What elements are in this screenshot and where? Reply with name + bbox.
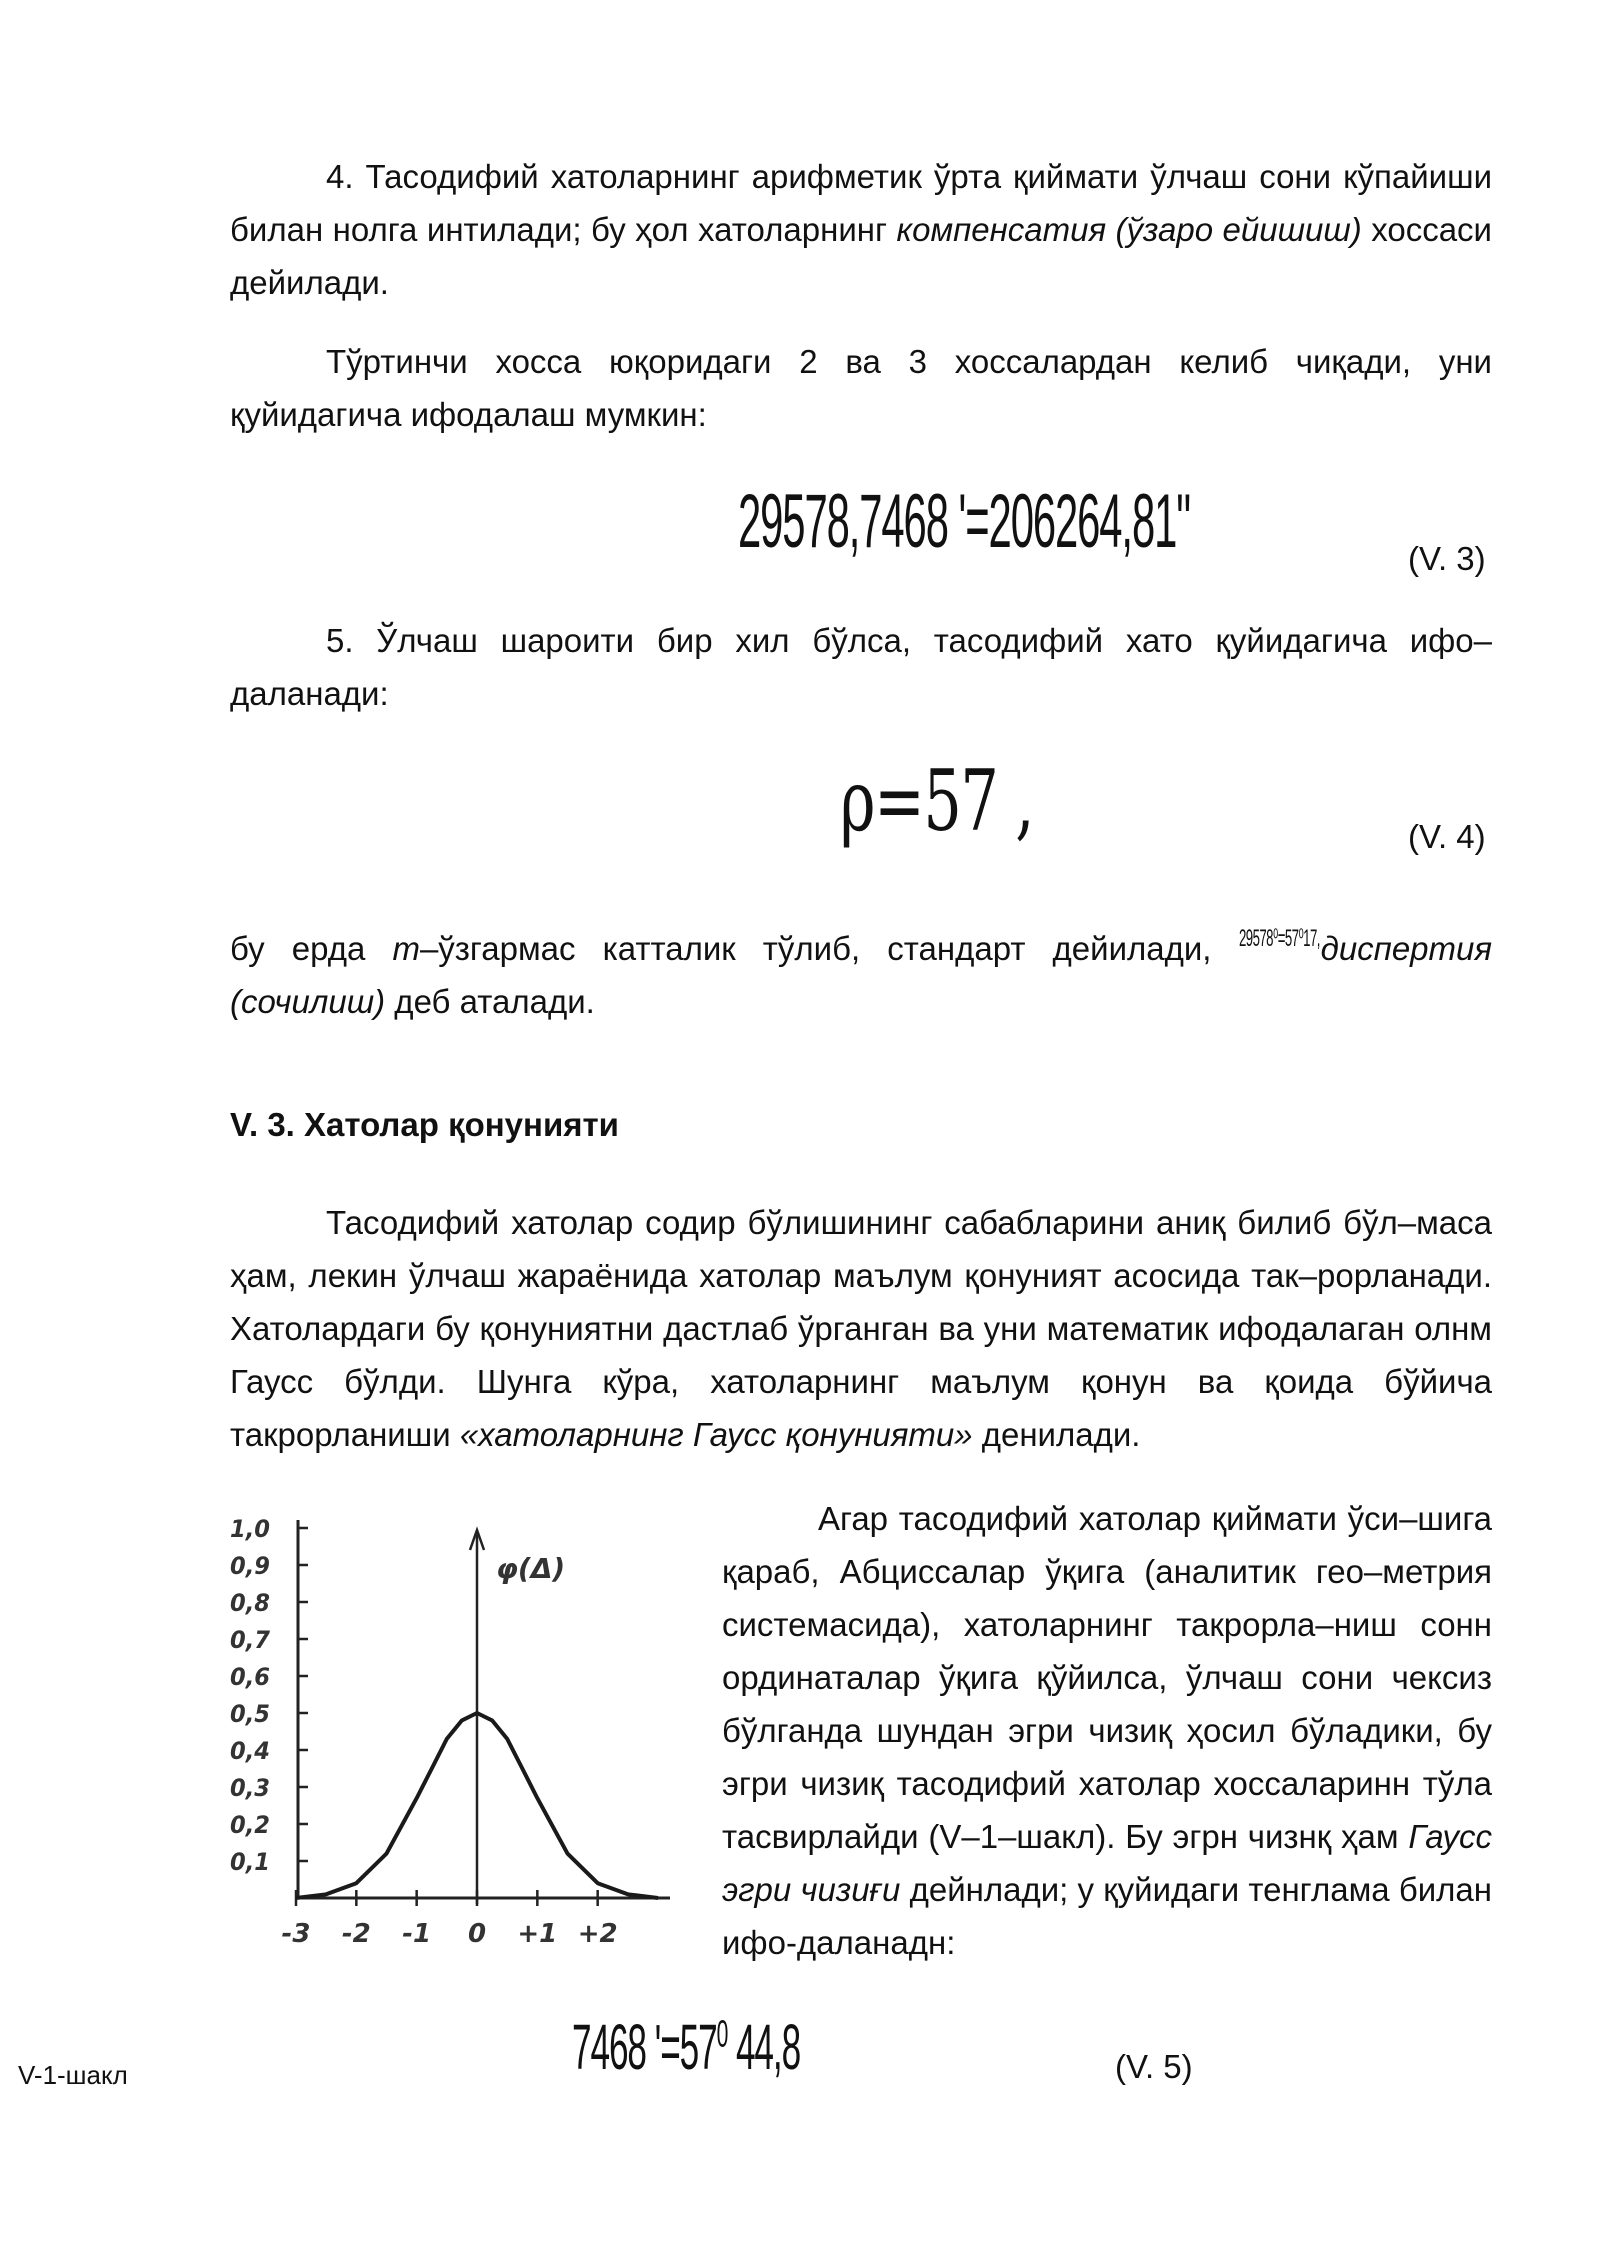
chart-y-ticks [230,1515,308,1876]
paragraph-6-text-a: Агар тасодифий хатолар қиймати ўси–шига қараб, Абциссалар ўқига (аналитик гео–метрия системасида), хатоларнинг такрорла–ниш сонн ординаталар ўқига қўйилса, ўлчаш сони чексиз бўлганда шундан эгри чизиқ ҳосил бўладики, бу эгри чизиқ тасодифий хатолар хоссаларинн тўла тасвирлайди (V–1–шакл). Бу эгрн чизнқ ҳам [722,1500,1492,1855]
y-tick-label: 0,9 [230,1552,270,1580]
equation-v3-number: (V. 3) [1408,540,1486,577]
x-tick-label: +1 [517,1919,558,1949]
y-tick-label: 1,0 [230,1515,270,1543]
y-tick-label: 0,3 [230,1774,270,1802]
gauss-curve-chart [228,1498,678,1978]
paragraph-1-text-a: 4. Тасодифий хатоларнинг арифметик ўрта қиймати ўлчаш сони кўпайиши билан нолга интилади; бу ҳол хатоларнинг [230,158,1492,248]
paragraph-4-italic-c: диспертия (сочилиш) [230,930,1493,1020]
figure-caption: V-1-шакл [18,2060,128,2090]
x-tick-label: -1 [402,1919,432,1949]
equation-v5-formula-b: 44,8 [727,2011,801,2083]
paragraph-4-inline-formula: 29578⁰=57⁰17, [1238,925,1320,952]
equation-v5-superscript: 0 [716,2012,728,2056]
y-tick-label: 0,1 [230,1848,270,1876]
paragraph-4 [230,912,1492,1028]
paragraph-3-text: 5. Ўлчаш шароити бир хил бўлса, тасодифий хато қуйидагича ифо–даланади: [230,622,1492,712]
y-tick-label: 0,7 [230,1626,271,1654]
y-tick-label: 0,6 [230,1663,270,1691]
paragraph-5-italic: «хатоларнинг Гаусс қонунияти» [459,1416,973,1453]
equation-v4 [840,752,1033,850]
paragraph-4-text-c: деб аталади. [385,983,595,1020]
x-tick-label: -2 [341,1919,371,1949]
paragraph-6-italic: Гаусс эгри чизиғи [722,1818,1492,1908]
x-tick-label: +2 [577,1919,618,1949]
y-tick-label: 0,2 [230,1811,270,1839]
x-tick-label: -3 [281,1919,311,1949]
equation-v3 [738,478,1190,565]
paragraph-5-text-b: денилади. [972,1416,1141,1453]
paragraph-4-text-a: бу ерда [230,930,393,967]
y-tick-label: 0,8 [230,1589,270,1617]
paragraph-5 [230,1196,1492,1461]
paragraph-1 [230,150,1492,309]
paragraph-2-text: Тўртинчи хосса юқоридаги 2 ва 3 хоссалардан келиб чиқади, уни қуйидагича ифодалаш мумкин: [230,343,1492,433]
equation-v3-formula: 29578,7468 '=206264,81" [738,479,1190,564]
paragraph-1-text-b: хоссаси дейилади. [230,211,1492,301]
paragraph-6 [722,1492,1492,1969]
paragraph-6-text-b: дейнлади; у қуйидаги тенглама билан ифо-даланадн: [722,1871,1493,1961]
y-tick-label: 0,5 [230,1700,270,1728]
equation-v5-number: (V. 5) [1115,2048,1193,2085]
y-tick-label: 0,4 [230,1737,270,1765]
equation-v5 [572,2010,800,2084]
paragraph-1-italic: компенсатия (ўзаро ейишиш) [896,211,1362,248]
paragraph-4-italic-m: m [392,930,420,967]
x-tick-label: 0 [467,1919,487,1949]
chart-axes [296,1520,670,1904]
equation-v5-formula-a: 7468 '=57 [572,2011,717,2083]
section-heading: V. 3. Хатолар қонунияти [230,1106,619,1143]
chart-y-axis-label: φ(Δ) [496,1552,566,1585]
equation-v4-number: (V. 4) [1408,818,1486,855]
paragraph-5-text-a: Тасодифий хатолар содир бўлишининг сабабларини аниқ билиб бўл–маса ҳам, лекин ўлчаш жараёнида хатолар маълум қонуният асосида так–рорланади. Хатолардаги бу қонуниятни дастлаб ўрганган ва уни математик ифодалаган олнм Гаусс бўлди. Шунга кўра, хатоларнинг маълум қонун ва қоида бўйича такрорланиши [230,1204,1492,1453]
paragraph-3 [230,614,1492,720]
paragraph-2 [230,335,1492,441]
paragraph-4-text-b: –ўзгармас катталик тўлиб, стандарт дейилади, [419,930,1239,967]
equation-v4-formula: ρ=57 , [840,752,1034,850]
